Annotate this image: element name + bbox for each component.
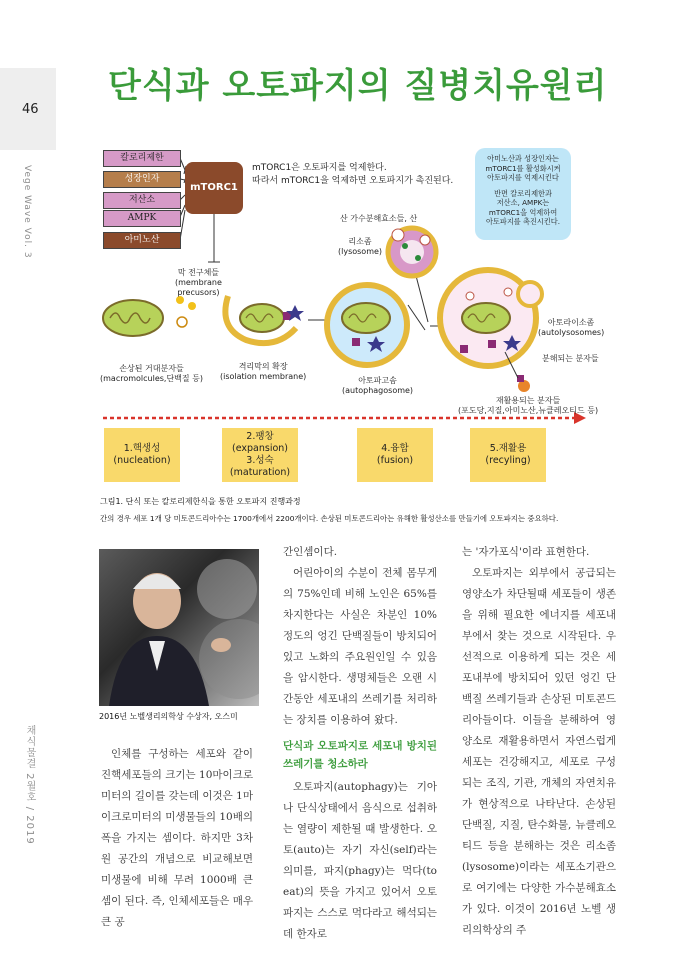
input-amino-acid: 아미노산: [103, 232, 181, 249]
stage-recycling: 5.재활용 (recyling): [470, 428, 546, 482]
label-lysosome: 리소좀 (lysosome): [338, 237, 383, 256]
mtorc-note: mTORC1은 오토파지를 억제한다. 따라서 mTORC1을 억제하면 오토파지가 촉진된다.: [252, 163, 454, 186]
label-hydrolase: 산 가수분해효소들, 산: [340, 214, 418, 223]
label-isolation-membrane: 격리막의 확장 (isolation membrane): [220, 362, 307, 381]
body-column-2: 간인셈이다. 어린아이의 수분이 전체 몸무게의 75%인데 비해 노인은 65%를 차지한다는 사실은 차분인 10%정도의 엉긴 단백질들이 방치되어 있고 노화의 주요원인일 수 있음을 암시한다. 생명체들은 오랜 시간동안 세포내의 쓰레기를 처리하는 장치를 이용하여 왔다. 단식과 오토파지로 세포내 방치된 쓰레기를 청소하라 오토파지(autophagy)는 기아나 단식상태에서 음식으로 섭취하는 열량이 제한될 때 발생한다. 오토(auto)는 자기 자신(self)라는 의미를, 파지(phagy)는 먹다(to eat)의 뜻을 가지고 있어서 오토파지는 스스로 먹다라고 해석되는데 한자로: [283, 546, 437, 940]
nobel-laureate-photo: [99, 549, 259, 706]
label-damaged-macromolecules: 손상된 거대분자들 (macromolcules,단백질 등): [100, 364, 204, 383]
body-column-3: 는 '자가포식'이라 표현한다. 오토파지는 외부에서 공급되는 영양소가 차단될때 세포들이 생존을 위해 필요한 에너지를 세포내부에서 찾는 것으로 시작된다. 우선적으로 이용하게 되는 것은 세포내부에 방치되어 있던 엉긴 단백질 쓰레기들과 손상된 미토콘드리아들이다. 이들을 분해하여 영양소로 재활용하면서 자연스럽게 세포는 건강해지고, 세포로 구성되는 조직, 기관, 개체의 자연치유가 현상적으로 나타난다. 손상된 단백질, 지질, 탄수화물, 뉴클레오티드 등을 분해하는 것은 리소좀(lysosome)이라는 세포소기관으로 여기에는 다양한 가수분해효소가 있다. 이것이 2016년 노벨 생리의학상의 주: [462, 546, 616, 936]
label-membrane-precursors: 막 전구체들 (membrane precusors): [175, 268, 222, 297]
photo-illustration: [99, 549, 259, 706]
side-text-issue: 채식물결 2월호 / 2019: [24, 725, 35, 845]
input-growth-factor: 성장인자: [103, 171, 181, 188]
figure-caption: 그림1. 단식 또는 칼로리제한식을 통한 오토파지 진행과정: [100, 497, 301, 506]
side-text-volume: Vege Wave Vol. 3: [22, 165, 32, 259]
label-autolysosome: 아토라이소좀 (autolysosomes): [538, 318, 605, 337]
label-degraded-molecules: 분해되는 분자들: [542, 354, 599, 363]
mtorc1-box: mTORC1: [185, 162, 243, 214]
info-box: 아미노산과 성장인자는 mTORC1를 활성화시켜 아토파지를 억제시킨다 반면 칼로리제한과 저산소, AMPK는 mTORC1을 억제하여 아토파지를 촉진시킨다.: [475, 148, 571, 240]
stage-nucleation: 1.핵생성 (nucleation): [104, 428, 180, 482]
section-subhead: 단식과 오토파지로 세포내 방치된 쓰레기를 청소하라: [283, 740, 437, 770]
input-hypoxia: 저산소: [103, 192, 181, 209]
label-recycled-molecules: 재활용되는 분자들 (포도당,지질,아미노산,뉴클레오티드 등): [458, 396, 599, 415]
stage-expansion-maturation: 2.팽창 (expansion) 3.성숙 (maturation): [222, 428, 298, 482]
page-title: 단식과 오토파지의 질병치유원리: [108, 66, 608, 106]
label-autophagosome: 아토파고솜 (autophagosome): [342, 376, 414, 395]
mitochondrion-left: [103, 300, 163, 336]
input-ampk: AMPK: [103, 210, 181, 227]
photo-caption: 2016년 노벨생리의학상 수상자, 오스미: [99, 712, 238, 721]
page-number: 46: [22, 102, 39, 117]
body-column-1: 인체를 구성하는 세포와 같이 진핵세포들의 크기는 10마이크로미터의 길이를 갖는데 이것은 1마이크로미터의 미생물들의 10배의 폭을 가지는 셈이다. 하지만 3차원 공간의 개념으로 비교해보면 미생물에 비해 무려 1000배 큰 셈이 된다. 즉, 인체세포들은 매우 큰 공: [101, 748, 253, 928]
stage-fusion: 4.융합 (fusion): [357, 428, 433, 482]
input-calorie-restriction: 칼로리제한: [103, 150, 181, 167]
figure-caption-detail: 간의 경우 세포 1개 당 미토콘드리아수는 1700개에서 2200개이다. 손상된 미토콘드리아는 유해한 활성산소를 만들기에 오토파지는 중요하다.: [100, 514, 559, 523]
